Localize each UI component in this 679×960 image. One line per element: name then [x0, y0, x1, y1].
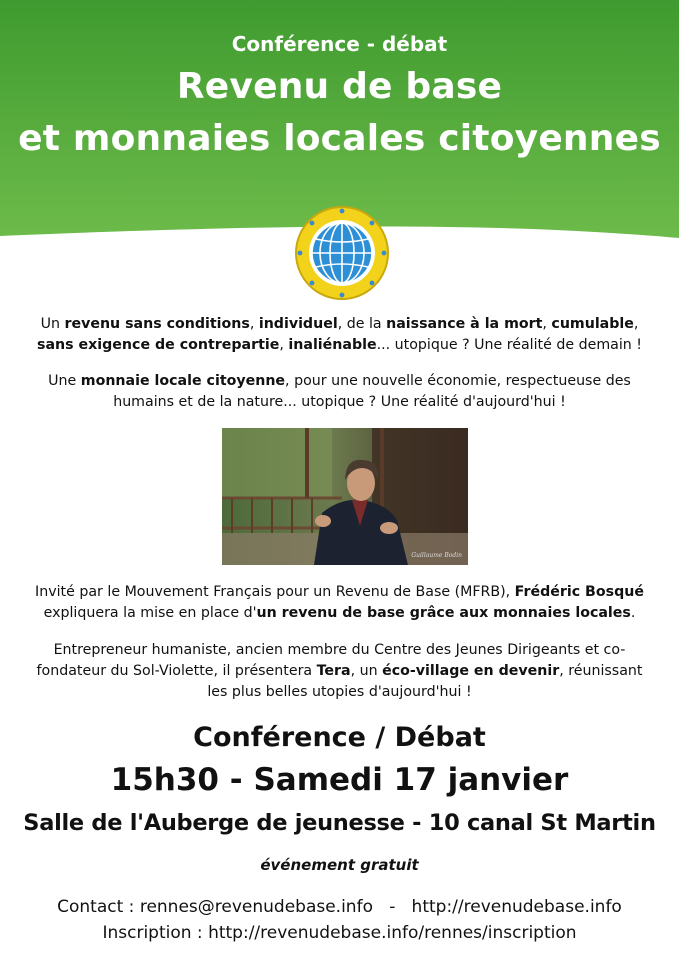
event-datetime: 15h30 - Samedi 17 janvier	[110, 762, 569, 798]
event-type: Conférence / Débat	[193, 722, 486, 753]
contact-line	[0, 897, 679, 917]
contact-email[interactable]: rennes@revenudebase.info	[139, 897, 373, 917]
intro-paragraph-monnaie: Une monnaie locale citoyenne, pour une nouvelle économie, respectueuse des humains et de la nature... utopique ? Une réalité d'aujourd'hui !	[48, 373, 631, 410]
contact-separator: -	[372, 897, 412, 917]
contact-label: Contact :	[57, 897, 140, 917]
event-place: Salle de l'Auberge de jeunesse - 10 canal St Martin	[23, 810, 656, 836]
header-title-line2: et monnaies locales citoyennes	[18, 118, 661, 159]
inscription-url[interactable]: http://revenudebase.info/rennes/inscription	[208, 923, 577, 943]
speaker-paragraph: Invité par le Mouvement Français pour un Revenu de Base (MFRB), Frédéric Bosqué expliquera la mise en place d'un revenu de base grâce aux monnaies locales.	[35, 584, 644, 621]
inscription-label: Inscription :	[102, 923, 209, 943]
header-subtitle: Conférence - débat	[231, 32, 448, 56]
globe-logo-icon	[294, 205, 390, 301]
intro-paragraph-revenu: Un revenu sans conditions, individuel, de la naissance à la mort, cumulable, sans exigence de contrepartie, inaliénable... utopique ? Une réalité de demain !	[37, 316, 642, 353]
contact-website[interactable]: http://revenudebase.info	[411, 897, 622, 917]
photo-credit: Guillaume Bodin	[411, 552, 462, 559]
header-title-line1: Revenu de base	[176, 66, 503, 107]
speaker-photo	[222, 428, 468, 565]
speaker-bio-paragraph: Entrepreneur humaniste, ancien membre du Centre des Jeunes Dirigeants et co-fondateur du Sol-Violette, il présentera Tera, un éco-village en devenir, réunissant les plus belles utopies d'aujourd'hui !	[36, 642, 643, 700]
inscription-line	[0, 923, 679, 943]
event-free: événement gratuit	[260, 856, 419, 874]
